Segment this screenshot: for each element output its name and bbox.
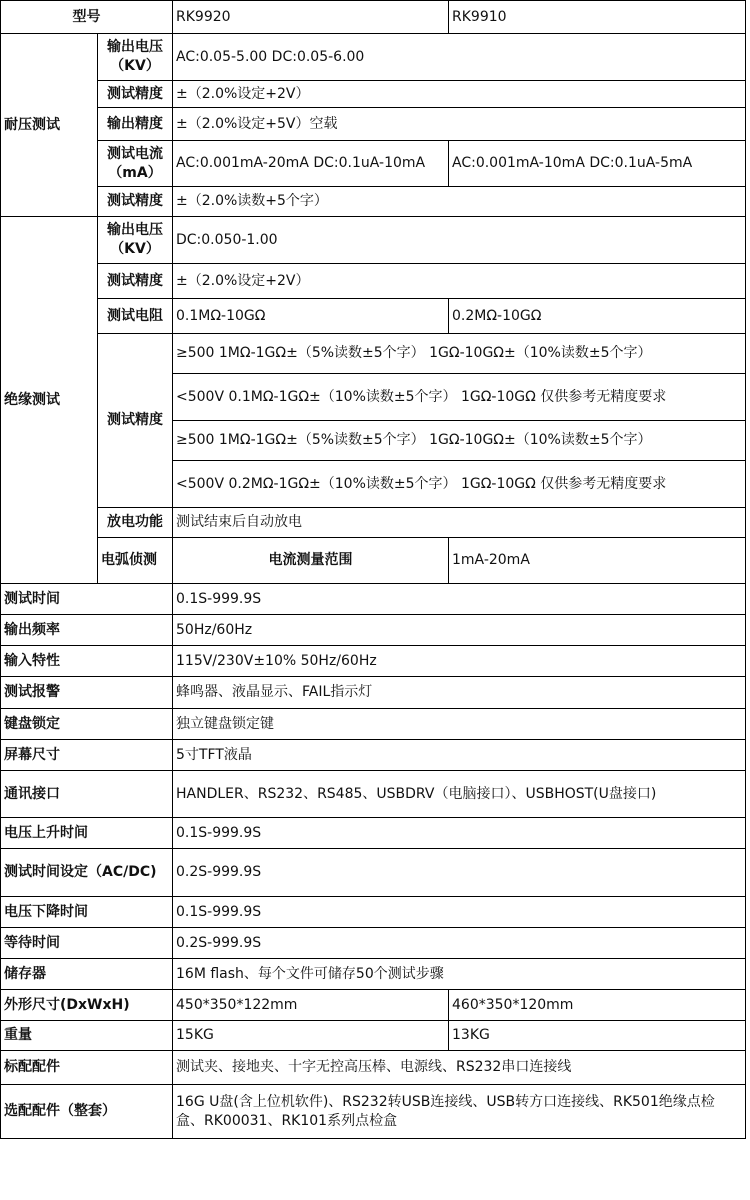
row-label: 测试精度 [98, 81, 173, 108]
model-header-label: 型号 [1, 1, 173, 34]
row-value: 115V/230V±10% 50Hz/60Hz [173, 646, 746, 677]
table-row [1, 818, 746, 849]
row-label: 测试电阻 [98, 299, 173, 334]
row-label: 储存器 [1, 959, 173, 990]
row-value: 0.2S-999.9S [173, 928, 746, 959]
row-label: 测试时间 [1, 584, 173, 615]
row-value: ≥500 1MΩ-1GΩ±（5%读数±5个字） 1GΩ-10GΩ±（10%读数±5个字） [173, 421, 746, 461]
model-b: RK9910 [449, 1, 746, 34]
table-row [1, 264, 746, 299]
row-value-b: 13KG [449, 1021, 746, 1051]
row-value-a: AC:0.001mA-20mA DC:0.1uA-10mA [173, 141, 449, 187]
row-label: 选配配件（整套） [1, 1085, 173, 1139]
row-label: 测试时间设定（AC/DC) [1, 849, 173, 897]
row-value: ±（2.0%设定+5V）空载 [173, 108, 746, 141]
row-label: 测试精度 [98, 187, 173, 217]
row-value: 0.1S-999.9S [173, 897, 746, 928]
row-label: 测试报警 [1, 677, 173, 709]
table-row [1, 141, 746, 187]
table-row [1, 740, 746, 771]
table-row [1, 677, 746, 709]
row-label: 屏幕尺寸 [1, 740, 173, 771]
table-row [1, 34, 746, 81]
row-label: 测试精度 [98, 334, 173, 508]
row-label: 输出精度 [98, 108, 173, 141]
row-value: <500V 0.2MΩ-1GΩ±（10%读数±5个字） 1GΩ-10GΩ 仅供参考无精度要求 [173, 461, 746, 508]
row-value: 16M flash、每个文件可储存50个测试步骤 [173, 959, 746, 990]
table-row [1, 538, 746, 584]
table-row [1, 334, 746, 374]
table-row [1, 1021, 746, 1051]
row-value: 独立键盘锁定键 [173, 709, 746, 740]
row-value: 测试结束后自动放电 [173, 508, 746, 538]
table-row [1, 959, 746, 990]
row-value: ±（2.0%读数+5个字） [173, 187, 746, 217]
row-label: 输入特性 [1, 646, 173, 677]
row-value: 50Hz/60Hz [173, 615, 746, 646]
arc-group-label: 电弧侦测 [98, 538, 173, 584]
table-row [1, 897, 746, 928]
table-row [1, 928, 746, 959]
row-value-a: 0.1MΩ-10GΩ [173, 299, 449, 334]
table-row [1, 81, 746, 108]
row-value: 16G U盘(含上位机软件)、RS232转USB连接线、USB转方口连接线、RK501绝缘点检盒、RK00031、RK101系列点检盒 [173, 1085, 746, 1139]
row-value: 0.1S-999.9S [173, 584, 746, 615]
row-label: 通讯接口 [1, 771, 173, 818]
table-row [1, 990, 746, 1021]
withstand-group-label: 耐压测试 [1, 34, 98, 217]
row-value: 0.1S-999.9S [173, 818, 746, 849]
row-label: 输出频率 [1, 615, 173, 646]
row-value: DC:0.050-1.00 [173, 217, 746, 264]
row-value: ±（2.0%设定+2V） [173, 81, 746, 108]
row-label: 键盘锁定 [1, 709, 173, 740]
table-row [1, 187, 746, 217]
row-value-b: 460*350*120mm [449, 990, 746, 1021]
table-row [1, 508, 746, 538]
table-row [1, 108, 746, 141]
row-label: 电压上升时间 [1, 818, 173, 849]
row-label: 电流测量范围 [173, 538, 449, 584]
row-label: 重量 [1, 1021, 173, 1051]
table-row [1, 849, 746, 897]
table-row [1, 299, 746, 334]
row-value: HANDLER、RS232、RS485、USBDRV（电脑接口）、USBHOST(U盘接口) [173, 771, 746, 818]
table-row [1, 217, 746, 264]
row-value-a: 15KG [173, 1021, 449, 1051]
row-label: 标配配件 [1, 1051, 173, 1085]
row-value: 测试夹、接地夹、十字无控高压棒、电源线、RS232串口连接线 [173, 1051, 746, 1085]
row-value: <500V 0.1MΩ-1GΩ±（10%读数±5个字） 1GΩ-10GΩ 仅供参考无精度要求 [173, 374, 746, 421]
header-row [1, 1, 746, 34]
row-label: 测试电流（mA） [98, 141, 173, 187]
table-row [1, 646, 746, 677]
row-label: 输出电压（KV） [98, 217, 173, 264]
model-a: RK9920 [173, 1, 449, 34]
row-label: 输出电压（KV） [98, 34, 173, 81]
table-row [1, 771, 746, 818]
row-label: 测试精度 [98, 264, 173, 299]
row-value: 蜂鸣器、液晶显示、FAIL指示灯 [173, 677, 746, 709]
table-row [1, 615, 746, 646]
table-row [1, 584, 746, 615]
row-value-a: 450*350*122mm [173, 990, 449, 1021]
row-value: 5寸TFT液晶 [173, 740, 746, 771]
row-label: 放电功能 [98, 508, 173, 538]
table-row [1, 709, 746, 740]
table-row [1, 1085, 746, 1139]
row-value: AC:0.05-5.00 DC:0.05-6.00 [173, 34, 746, 81]
insulation-group-label: 绝缘测试 [1, 217, 98, 584]
row-value: ≥500 1MΩ-1GΩ±（5%读数±5个字） 1GΩ-10GΩ±（10%读数±5个字） [173, 334, 746, 374]
row-value-b: AC:0.001mA-10mA DC:0.1uA-5mA [449, 141, 746, 187]
row-value: 1mA-20mA [449, 538, 746, 584]
row-value: ±（2.0%设定+2V） [173, 264, 746, 299]
table-row [1, 1051, 746, 1085]
row-label: 等待时间 [1, 928, 173, 959]
row-label: 电压下降时间 [1, 897, 173, 928]
row-value: 0.2S-999.9S [173, 849, 746, 897]
row-label: 外形尺寸(DxWxH) [1, 990, 173, 1021]
row-value-b: 0.2MΩ-10GΩ [449, 299, 746, 334]
